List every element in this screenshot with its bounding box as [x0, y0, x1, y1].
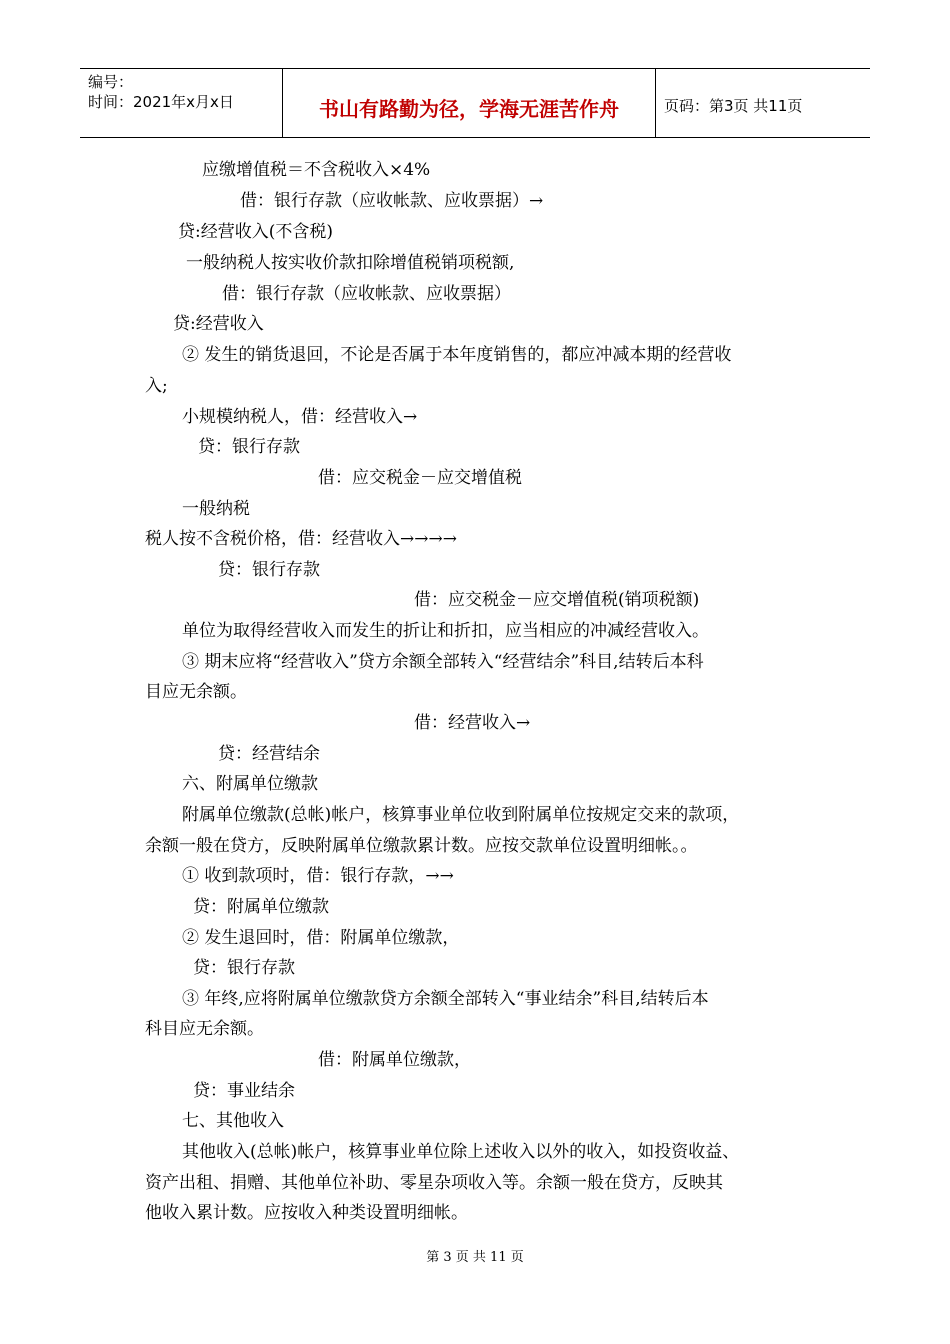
text-line: 应缴增值税＝不含税收入×4%	[202, 160, 431, 180]
text-line: 附属单位缴款(总帐)帐户，核算事业单位收到附属单位按规定交来的款项，	[182, 805, 740, 825]
text-line: 借：经营收入→	[414, 713, 531, 733]
text-line: 余额一般在贷方，反映附属单位缴款累计数。应按交款单位设置明细帐。。	[145, 836, 698, 856]
text-line: ③ 年终,应将附属单位缴款贷方余额全部转入“事业结余”科目,结转后本	[182, 989, 709, 1009]
text-line: 贷:经营收入	[173, 314, 264, 334]
text-line: 单位为取得经营收入而发生的折让和折扣，应当相应的冲减经营收入。	[182, 621, 709, 641]
text-line: 资产出租、捐赠、其他单位补助、零星杂项收入等。余额一般在贷方，反映其	[145, 1173, 723, 1193]
text-line: 他收入累计数。应按收入种类设置明细帐。	[145, 1203, 468, 1223]
text-line: 贷：附属单位缴款	[193, 897, 329, 917]
text-line: 一般纳税人按实收价款扣除增值税销项税额,	[186, 253, 515, 273]
text-line: 借：银行存款（应收帐款、应收票据）	[222, 284, 511, 304]
header-page-cell	[656, 69, 870, 137]
text-line: 贷：银行存款	[218, 560, 320, 580]
text-line: 借：应交税金－应交增值税	[318, 468, 522, 488]
text-line: 贷：银行存款	[193, 958, 295, 978]
document-date: 时间：2021年x月x日	[88, 93, 234, 111]
text-line: ① 收到款项时，借：银行存款，→→	[182, 866, 454, 886]
header-page-number: 页码：第3页 共11页	[664, 97, 803, 115]
section-heading: 七、其他收入	[182, 1111, 284, 1131]
document-number-label: 编号：	[88, 73, 134, 91]
text-line: 贷：银行存款	[198, 437, 300, 457]
text-line: 借：附属单位缴款，	[318, 1050, 471, 1070]
text-line: 目应无余额。	[145, 682, 247, 702]
section-heading: 六、附属单位缴款	[182, 774, 318, 794]
text-line: 其他收入(总帐)帐户，核算事业单位除上述收入以外的收入，如投资收益、	[182, 1142, 740, 1162]
text-line: ② 发生退回时，借：附属单位缴款，	[182, 928, 460, 948]
header-info-cell	[80, 69, 283, 137]
page-footer: 第 3 页 共 11 页	[426, 1250, 524, 1265]
header-table	[80, 68, 870, 138]
text-line: 科目应无余额。	[145, 1019, 264, 1039]
header-motto-cell	[283, 69, 656, 137]
text-line: ② 发生的销货退回，不论是否属于本年度销售的，都应冲减本期的经营收	[182, 345, 732, 365]
text-line: 税人按不含税价格，借：经营收入→→→→	[145, 529, 457, 549]
text-line: 小规模纳税人，借：经营收入→	[182, 407, 418, 427]
text-line: 借：银行存款（应收帐款、应收票据）→	[240, 191, 544, 211]
text-line: ③ 期末应将“经营收入”贷方余额全部转入“经营结余”科目,结转后本科	[182, 652, 704, 672]
header-motto: 书山有路勤为径，学海无涯苦作舟	[319, 97, 619, 121]
text-line: 一般纳税	[182, 499, 250, 519]
text-line: 借：应交税金－应交增值税(销项税额)	[414, 590, 700, 610]
text-line: 入;	[145, 376, 168, 396]
text-line: 贷：经营结余	[218, 744, 320, 764]
text-line: 贷:经营收入(不含税)	[178, 222, 333, 242]
text-line: 贷：事业结余	[193, 1081, 295, 1101]
